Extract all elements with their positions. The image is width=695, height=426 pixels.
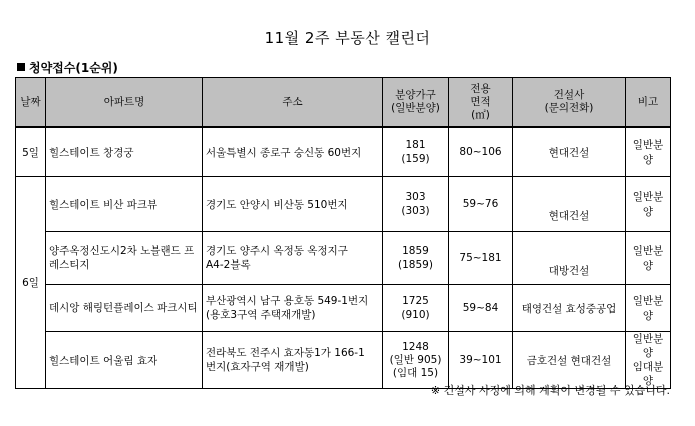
apartment-name: 힐스테이트 어울림 효자 [46,332,203,389]
section-title [17,59,118,76]
table-row [16,232,671,285]
note-cell: 일반분양 [626,177,671,232]
header-units: 분양가구 (일반분양) [383,78,449,128]
builder-cell: 현대건설 [513,177,626,232]
address-cell: 경기도 안양시 비산동 510번지 [203,177,383,232]
units-cell: 1725 (910) [383,285,449,332]
units-cell: 1859 (1859) [383,232,449,285]
square-bullet-icon [17,63,25,71]
footnote: ※ 건설사 사정에 의해 계획이 변경될 수 있습니다. [430,384,670,397]
area-cell: 80~106 [449,127,513,177]
table-row [16,332,671,389]
table-row [16,285,671,332]
units-cell: 303 (303) [383,177,449,232]
apartment-name: 데시앙 해링턴플레이스 파크시티 [46,285,203,332]
address-cell: 경기도 양주시 옥정동 옥정지구 A4-2블록 [203,232,383,285]
date-cell: 6일 [16,177,46,389]
builder-cell: 금호건설 현대건설 [513,332,626,389]
note-cell: 일반분양 임대분양 [626,332,671,389]
note-cell: 일반분양 [626,285,671,332]
apartment-name: 힐스테이트 비산 파크뷰 [46,177,203,232]
apartment-name: 양주옥정신도시2차 노블랜드 프레스티지 [46,232,203,285]
apartment-name: 힐스테이트 창경궁 [46,127,203,177]
table-row [16,127,671,177]
date-cell: 5일 [16,127,46,177]
header-apartment: 아파트명 [46,78,203,128]
header-date: 날짜 [16,78,46,128]
header-builder: 건설사 (문의전화) [513,78,626,128]
header-area: 전용 면적 (㎡) [449,78,513,128]
address-cell: 전라북도 전주시 효자동1가 166-1 번지(효자구역 재개발) [203,332,383,389]
address-cell: 부산광역시 남구 용호동 549-1번지 (용호3구역 주택재개발) [203,285,383,332]
area-cell: 39~101 [449,332,513,389]
header-note: 비고 [626,78,671,128]
page-title: 11월 2주 부동산 캘린더 [264,29,431,47]
header-row [16,78,671,128]
calendar-table [15,77,671,389]
builder-cell: 대방건설 [513,232,626,285]
note-cell: 일반분양 [626,127,671,177]
area-cell: 75~181 [449,232,513,285]
area-cell: 59~84 [449,285,513,332]
address-cell: 서울특별시 종로구 숭신동 60번지 [203,127,383,177]
builder-cell: 현대건설 [513,127,626,177]
builder-cell: 태영건설 효성중공업 [513,285,626,332]
table-row [16,177,671,232]
units-cell: 181 (159) [383,127,449,177]
section-title-text: 청약접수(1순위) [29,61,118,75]
note-cell: 일반분양 [626,232,671,285]
area-cell: 59~76 [449,177,513,232]
units-cell: 1248 (일반 905) (임대 15) [383,332,449,389]
header-address: 주소 [203,78,383,128]
